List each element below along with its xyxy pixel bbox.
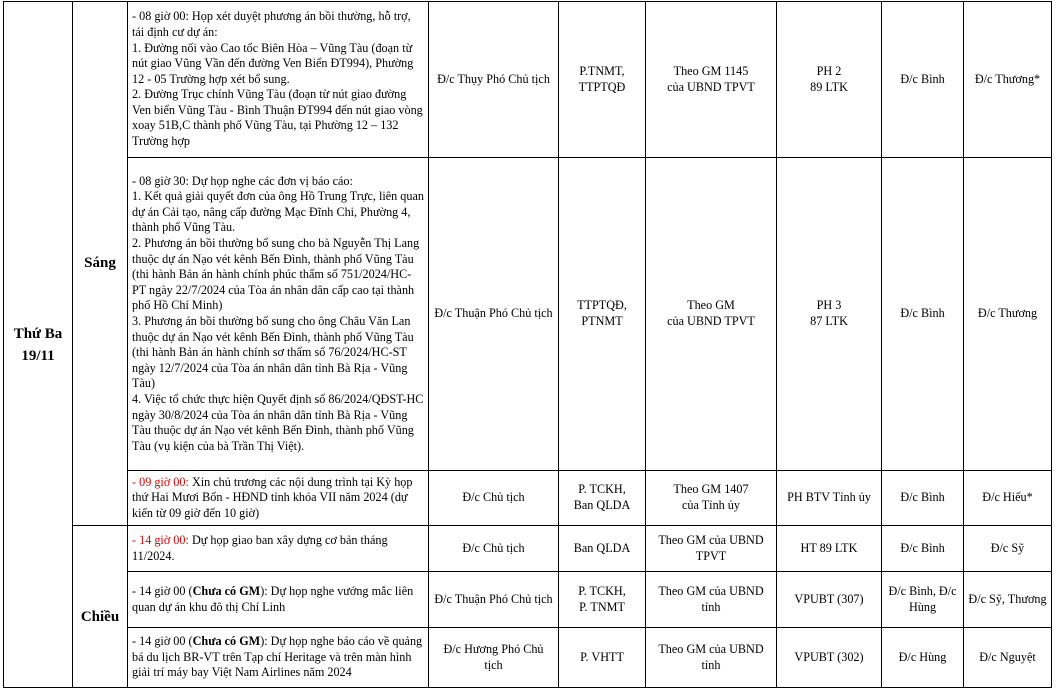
- invite-line: của UBND TPVT: [667, 79, 755, 94]
- agenda-line: - 08 giờ 00: Họp xét duyệt phương án bồi thường, hỗ trợ, tái định cư dự án:: [132, 9, 411, 39]
- prep-cell: P. VHTT: [559, 628, 646, 688]
- prep-cell: [559, 572, 646, 628]
- agenda-text: ): Dự họp nghe báo cáo về quảng bá du lịch BR-VT trên Tạp chí Heritage và trên màn hình giải trí máy bay Việt Nam Airlines năm 2024: [132, 634, 423, 680]
- chair-cell: Đ/c Thuận Phó Chủ tịch: [429, 158, 559, 471]
- invite-line: TPVT: [695, 548, 727, 563]
- agenda-line: 2. Đường Trục chính Vũng Tàu (đoạn từ nút giao đường Ven biển Vũng Tàu - Bình Thuận ĐT994 đến nút giao vòng xoay 51B,C thành phố Vũng Tàu, tại Phường 12 – 132 Trường hợp: [132, 87, 423, 149]
- agenda-content: [128, 526, 429, 572]
- place-line: 87 LTK: [810, 314, 848, 328]
- invite-cell: [646, 572, 777, 628]
- agenda-text: ): Dự họp nghe vướng mắc liên quan dự án khu đô thị Chí Linh: [132, 583, 414, 614]
- prep-line: Ban QLDA: [573, 498, 631, 512]
- place-cell: VPUBT (302): [777, 628, 882, 688]
- office-lead-cell: Đ/c Bình: [882, 2, 964, 158]
- chair-cell: Đ/c Chủ tịch: [429, 471, 559, 526]
- table-row: [4, 572, 1052, 628]
- invite-line: Theo GM: [687, 298, 735, 313]
- prep-cell: Ban QLDA: [559, 526, 646, 572]
- agenda-time: - 14 giờ 00:: [132, 532, 189, 547]
- invite-cell: [646, 628, 777, 688]
- table-row: [4, 526, 1052, 572]
- day-cell: [4, 2, 73, 688]
- place-cell: [777, 158, 882, 471]
- invite-line: của UBND TPVT: [667, 314, 755, 328]
- place-line: 89 LTK: [810, 79, 848, 94]
- agenda-line: - 08 giờ 30: Dự họp nghe các đơn vị báo cáo:: [132, 173, 353, 188]
- no-invite-note: Chưa có GM: [192, 583, 261, 598]
- prep-cell: [559, 158, 646, 471]
- agenda-line: 1. Đường nối vào Cao tốc Biên Hòa – Vũng Tàu (đoạn từ nút giao Vũng Vần đến đường Ven Biển ĐT994), Phường 12 - 05 Trường hợp xét bổ sung.: [132, 40, 414, 86]
- session-morning: Sáng: [73, 2, 128, 526]
- office-lead-line: Hùng: [908, 599, 937, 614]
- session-afternoon: Chiều: [73, 526, 128, 688]
- invite-line: Theo GM của UBND: [658, 583, 764, 598]
- invite-line: Theo GM của UBND: [658, 532, 764, 547]
- specialist-cell: Đ/c Thương: [964, 158, 1052, 471]
- office-lead-cell: Đ/c Bình: [882, 158, 964, 471]
- table-row: [4, 628, 1052, 688]
- no-invite-note: Chưa có GM: [192, 634, 261, 649]
- agenda-line: 4. Việc tổ chức thực hiện Quyết định số 86/2024/QĐST-HC ngày 30/8/2024 của Tòa án nhân dân tỉnh Bà Rịa - Vũng Tàu thuộc dự án Nạo vét kênh Bến Đình, thành phố Vũng Tàu (vụ kiện của bà Trần Thị Việt).: [132, 391, 424, 453]
- chair-cell: Đ/c Thuận Phó Chủ tịch: [429, 572, 559, 628]
- agenda-text: Xin chủ trương các nội dung trình tại Kỳ họp thứ Hai Mươi Bốn - HĐND tỉnh khóa VII năm 2024 (dự kiến từ 09 giờ đến 10 giờ): [132, 474, 413, 520]
- office-lead-cell: Đ/c Bình: [882, 471, 964, 526]
- prep-line: P. TCKH,: [578, 583, 626, 598]
- prep-line: TTPTQĐ: [578, 79, 626, 94]
- chair-cell: Đ/c Hương Phó Chủ tịch: [429, 628, 559, 688]
- specialist-cell: Đ/c Thương*: [964, 2, 1052, 158]
- invite-cell: [646, 158, 777, 471]
- weekday-label: Thứ Ba: [13, 325, 63, 342]
- invite-cell: [646, 2, 777, 158]
- invite-line: tỉnh: [701, 599, 721, 614]
- date-label: 19/11: [21, 347, 55, 364]
- office-lead-cell: [882, 572, 964, 628]
- agenda-content: [128, 2, 429, 158]
- specialist-cell: Đ/c Sỹ: [964, 526, 1052, 572]
- agenda-line: 2. Phương án bồi thường bổ sung cho bà Nguyễn Thị Lang thuộc dự án Nạo vét kênh Bến Đình, thành phố Vũng Tàu (thi hành Bản án hành chính phúc thẩm số 751/2024/HC-PT ngày 22/7/2024 của Tòa án nhân dân cấp cao tại thành phố Hồ Chí Minh): [132, 236, 420, 313]
- agenda-line: 3. Phương án bồi thường bổ sung cho ông Châu Văn Lan thuộc dự án Nạo vét kênh Bến Đình, thành phố Vũng Tàu (thi hành Bản án hành chính sơ thẩm số 76/2024/HC-ST ngày 12/7/2024 của Tòa án nhân dân tỉnh Bà Rịa - Vũng Tàu): [132, 314, 414, 391]
- specialist-cell: Đ/c Sỹ, Thương: [964, 572, 1052, 628]
- schedule-table: [3, 1, 1052, 688]
- prep-line: P.TNMT,: [579, 63, 625, 78]
- table-row: [4, 471, 1052, 526]
- agenda-content: [128, 471, 429, 526]
- invite-line: Theo GM 1407: [673, 482, 749, 497]
- agenda-content: [128, 628, 429, 688]
- specialist-cell: Đ/c Hiếu*: [964, 471, 1052, 526]
- place-cell: VPUBT (307): [777, 572, 882, 628]
- office-lead-cell: Đ/c Bình: [882, 526, 964, 572]
- agenda-time: - 14 giờ 00 (: [132, 634, 193, 649]
- prep-line: PTNMT: [581, 314, 623, 328]
- agenda-time: - 14 giờ 00 (: [132, 583, 193, 598]
- invite-line: Theo GM 1145: [673, 63, 749, 78]
- table-row: [4, 158, 1052, 471]
- agenda-content: [128, 158, 429, 471]
- invite-line: Theo GM của UBND: [658, 641, 764, 656]
- office-lead-cell: Đ/c Hùng: [882, 628, 964, 688]
- prep-line: TTPTQĐ,: [577, 298, 627, 313]
- prep-cell: [559, 2, 646, 158]
- specialist-cell: Đ/c Nguyệt: [964, 628, 1052, 688]
- invite-cell: [646, 526, 777, 572]
- agenda-time: - 09 giờ 00:: [132, 474, 189, 489]
- chair-cell: Đ/c Chủ tịch: [429, 526, 559, 572]
- prep-line: P. TNMT: [579, 599, 625, 614]
- place-cell: HT 89 LTK: [777, 526, 882, 572]
- invite-cell: [646, 471, 777, 526]
- invite-line: tỉnh: [701, 657, 721, 672]
- prep-line: P. TCKH,: [578, 482, 626, 497]
- place-line: PH 2: [816, 63, 842, 78]
- office-lead-line: Đ/c Bình, Đ/c: [888, 583, 957, 598]
- agenda-content: [128, 572, 429, 628]
- invite-line: của Tỉnh ủy: [682, 498, 740, 512]
- place-cell: [777, 2, 882, 158]
- chair-cell: Đ/c Thụy Phó Chủ tịch: [429, 2, 559, 158]
- prep-cell: [559, 471, 646, 526]
- table-row: [4, 2, 1052, 158]
- place-line: PH 3: [816, 298, 842, 313]
- agenda-text: Dự họp giao ban xây dựng cơ bản tháng 11/2024.: [132, 532, 388, 563]
- agenda-line: 1. Kết quả giải quyết đơn của ông Hồ Trung Trực, liên quan dự án Cải tạo, nâng cấp đường Mạc Đĩnh Chi, Phường 4, thành phố Vũng Tàu.: [132, 189, 424, 235]
- place-cell: PH BTV Tỉnh ủy: [777, 471, 882, 526]
